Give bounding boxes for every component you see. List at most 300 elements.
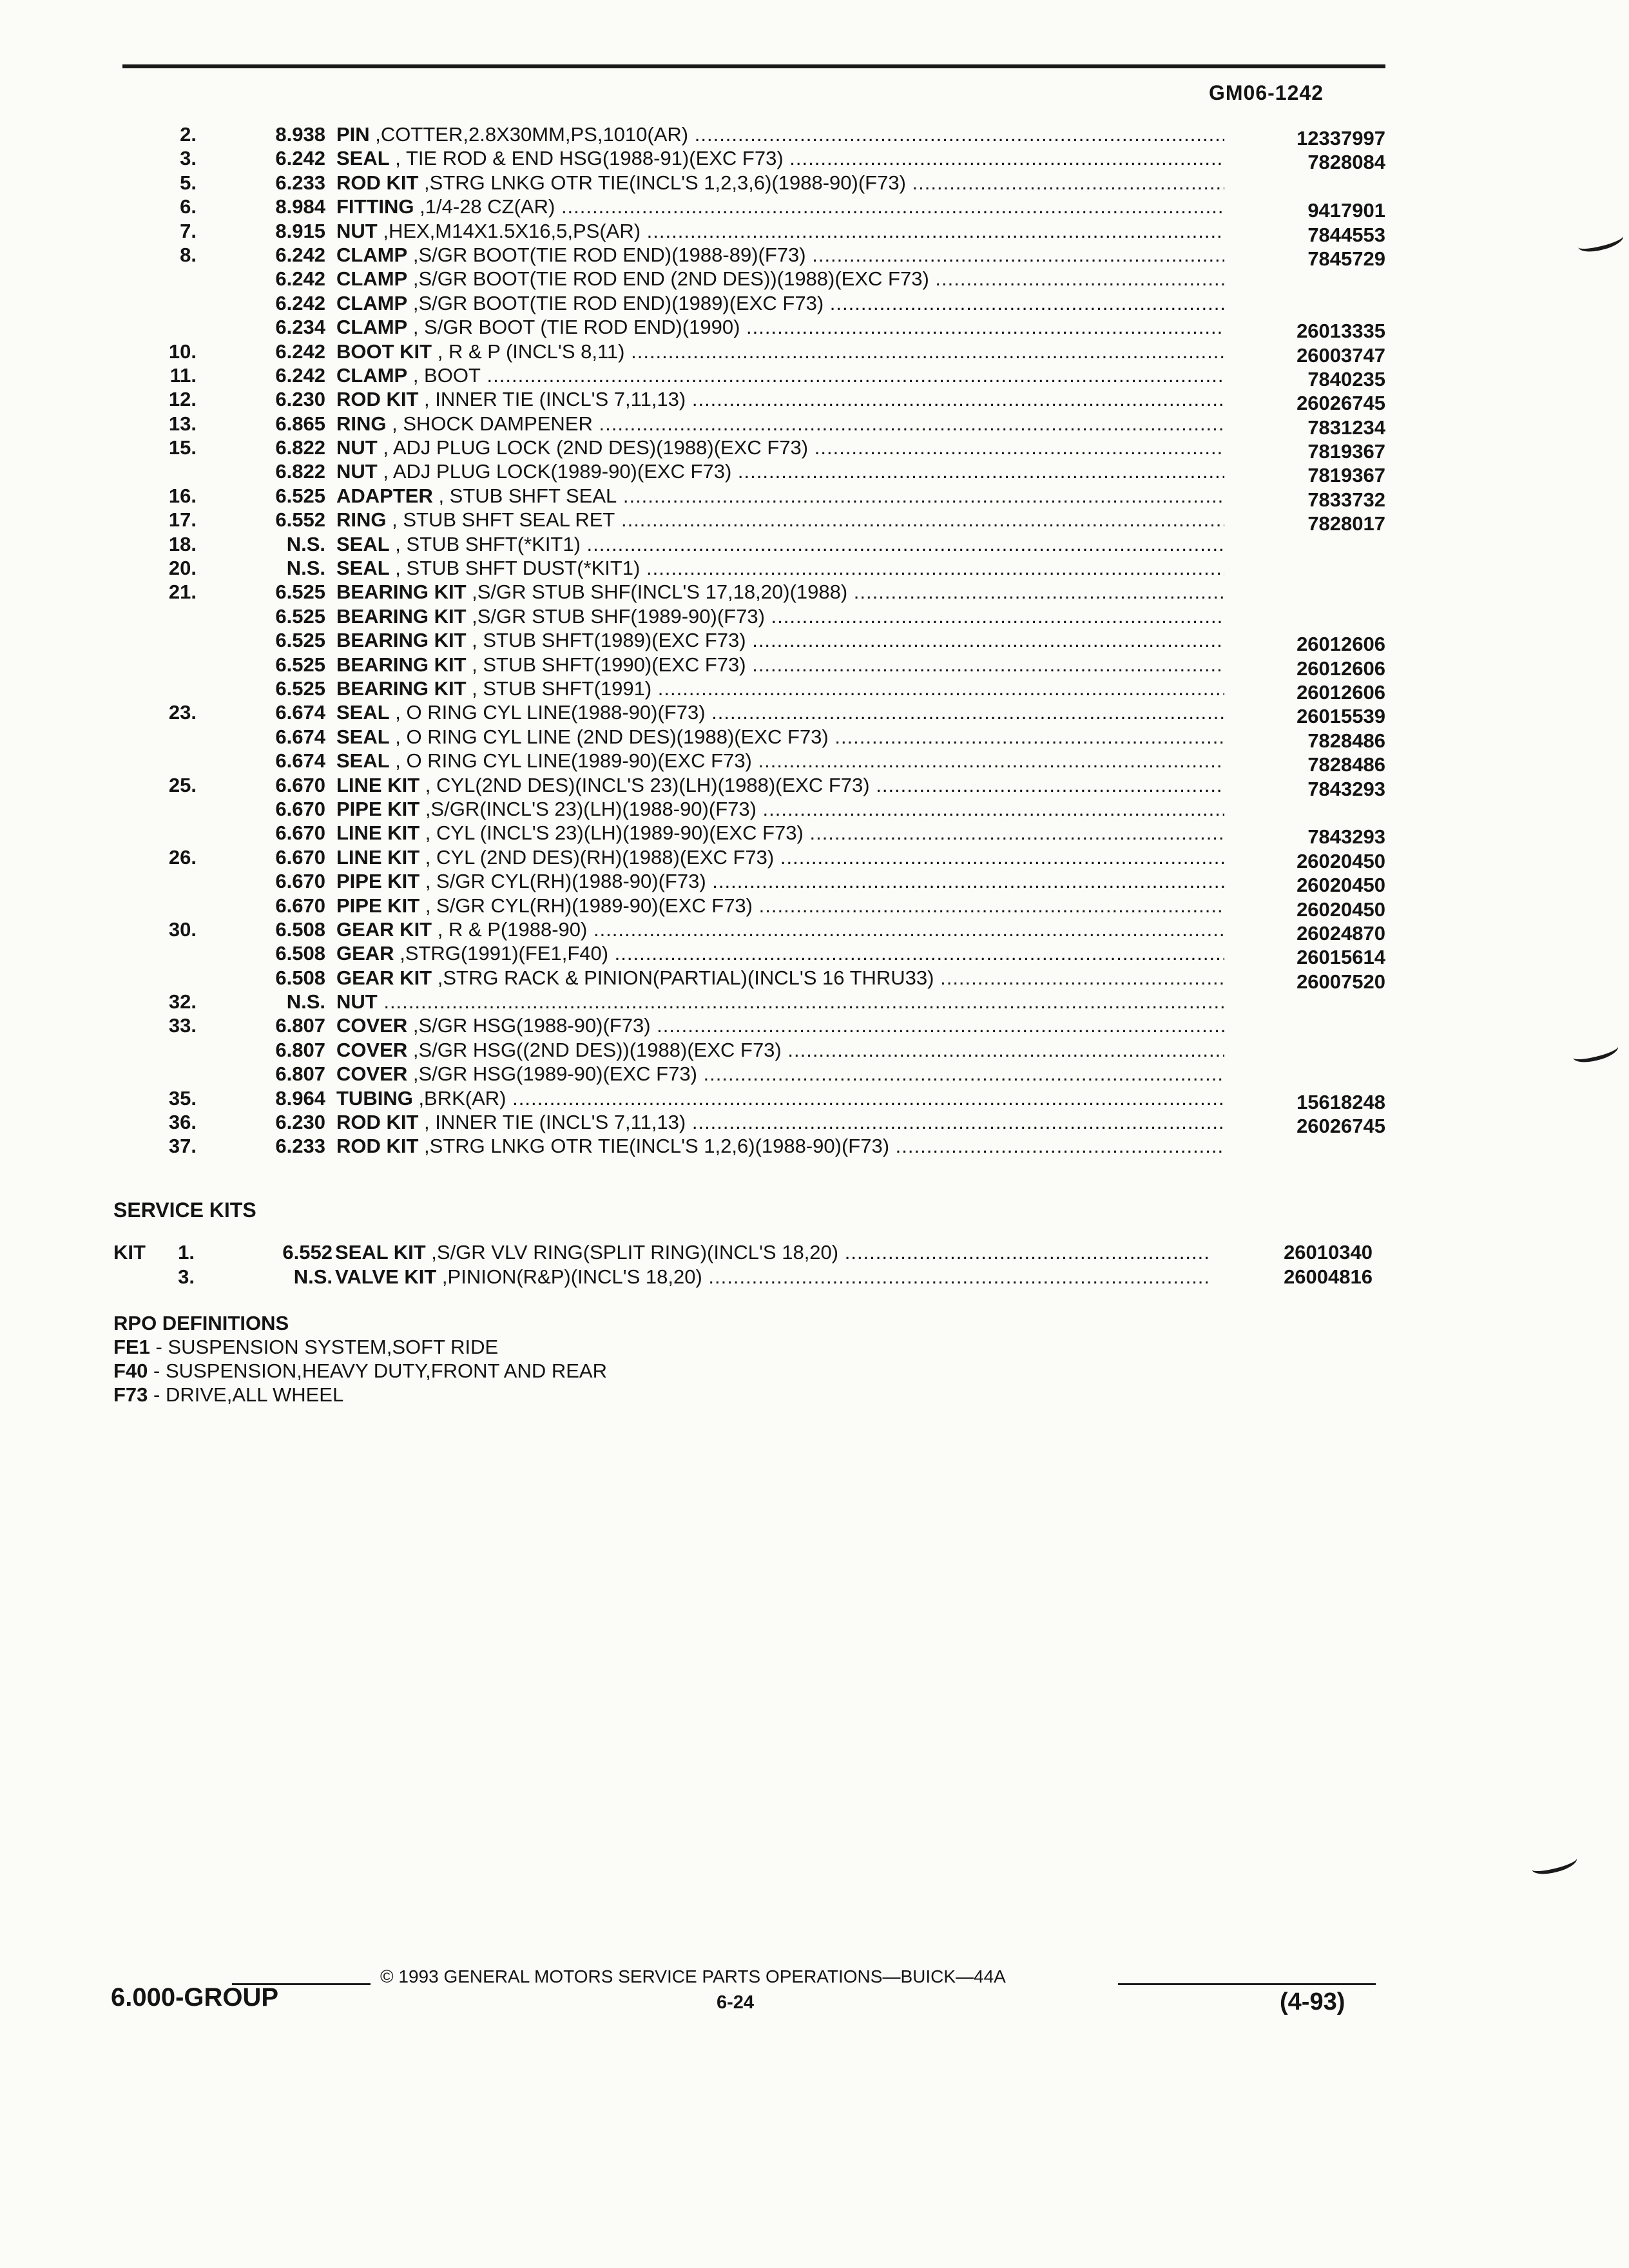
part-row: [90, 532, 1385, 556]
group-number: 6.508: [275, 942, 325, 965]
part-name: NUT: [336, 436, 378, 459]
ref-number: 20.: [168, 557, 197, 580]
group-number: 6.670: [275, 773, 325, 796]
group-number: 6.525: [275, 604, 325, 628]
ref-number: 37.: [168, 1135, 197, 1158]
part-row: [90, 1038, 1385, 1062]
part-detail: ,S/GR BOOT(TIE ROD END)(1988-89)(F73): [407, 243, 806, 266]
group-number: 6.508: [275, 966, 325, 989]
rpo-title: RPO DEFINITIONS: [113, 1312, 289, 1334]
part-number: 7843293: [1307, 777, 1385, 800]
group-number: 6.807: [275, 1038, 325, 1061]
group-number: 6.242: [275, 291, 325, 314]
part-detail: , R & P(1988-90): [432, 918, 588, 941]
part-row: [90, 267, 1385, 291]
ref-number: 21.: [168, 581, 197, 604]
part-name: ROD KIT: [336, 1111, 419, 1134]
kit-description: [335, 1265, 1211, 1289]
part-row: [90, 580, 1385, 604]
part-row: [90, 219, 1385, 246]
part-row: [90, 700, 1385, 728]
group-number: 6.670: [275, 845, 325, 869]
part-name: SEAL: [336, 701, 390, 724]
part-row: [90, 918, 1385, 945]
part-detail: ,S/GR HSG(1988-90)(F73): [407, 1014, 651, 1037]
service-kit-row: [113, 1240, 1373, 1265]
part-description: [336, 918, 1224, 941]
part-detail: , ADJ PLUG LOCK(1989-90)(EXC F73): [377, 460, 732, 483]
part-detail: , S/GR CYL(RH)(1989-90)(EXC F73): [419, 894, 753, 917]
part-number: 7819367: [1307, 440, 1385, 463]
part-detail: , STUB SHFT(*KIT1): [389, 532, 581, 555]
part-description: [336, 146, 1224, 170]
part-row: [90, 484, 1385, 511]
part-number: 26004816: [1284, 1265, 1373, 1288]
part-number: 26015539: [1296, 705, 1385, 728]
edition-date: (4-93): [1280, 1988, 1345, 2015]
part-name: CLAMP: [336, 316, 408, 339]
part-number: 26020450: [1296, 874, 1385, 897]
part-number: 26003747: [1296, 343, 1385, 367]
part-detail: , S/GR BOOT (TIE ROD END)(1990): [407, 316, 740, 339]
group-number: N.S.: [286, 990, 325, 1014]
part-number: 7833732: [1307, 488, 1385, 511]
ref-number: 36.: [168, 1111, 197, 1134]
part-description: [336, 315, 1224, 339]
part-row: [90, 845, 1385, 872]
part-name: SEAL: [336, 532, 390, 555]
group-number: 8.938: [275, 123, 325, 146]
group-number: 8.984: [275, 195, 325, 218]
part-row: [90, 315, 1385, 343]
part-number: 7843293: [1307, 825, 1385, 849]
part-detail: , CYL (2ND DES)(RH)(1988)(EXC F73): [419, 845, 775, 869]
part-name: SEAL: [336, 557, 390, 580]
part-name: CLAMP: [336, 267, 408, 291]
group-number: 6.233: [275, 171, 325, 194]
part-description: [336, 387, 1224, 411]
part-row: [90, 990, 1385, 1014]
part-detail: , R & P (INCL'S 8,11): [432, 340, 625, 363]
part-detail: , TIE ROD & END HSG(1988-91)(EXC F73): [389, 147, 784, 170]
group-number: 6.822: [275, 436, 325, 459]
part-detail: , S/GR CYL(RH)(1988-90)(F73): [419, 870, 706, 893]
part-detail: ,STRG(1991)(FE1,F40): [394, 942, 609, 965]
part-number: 7831234: [1307, 416, 1385, 439]
part-name: SEAL: [336, 725, 390, 748]
part-description: [336, 1038, 1224, 1062]
ref-number: 16.: [168, 484, 197, 507]
group-number: 6.242: [275, 243, 325, 266]
part-description: [336, 219, 1224, 243]
part-detail: ,1/4-28 CZ(AR): [414, 195, 555, 218]
group-number: N.S.: [286, 557, 325, 580]
group-number: N.S.: [286, 532, 325, 555]
ref-number: 18.: [168, 532, 197, 555]
part-name: CLAMP: [336, 243, 408, 266]
part-detail: ,S/GR HSG((2ND DES))(1988)(EXC F73): [407, 1038, 782, 1061]
part-row: [90, 195, 1385, 222]
part-row: [90, 725, 1385, 752]
part-number: 7828486: [1307, 729, 1385, 752]
kit-description: [335, 1240, 1211, 1265]
group-number: 6.807: [275, 1062, 325, 1086]
group-number: 6.674: [275, 749, 325, 773]
kit-name: VALVE KIT: [335, 1265, 437, 1288]
part-row: [90, 941, 1385, 969]
part-name: BEARING KIT: [336, 677, 467, 700]
ref-number: 25.: [168, 773, 197, 796]
service-kits-list: [113, 1240, 1373, 1289]
part-name: COVER: [336, 1014, 408, 1037]
part-description: [336, 1110, 1224, 1134]
part-number: 26015614: [1296, 946, 1385, 969]
part-number: 26026745: [1296, 392, 1385, 415]
part-row: [90, 291, 1385, 315]
part-description: [336, 1014, 1224, 1037]
group-number: 6.234: [275, 316, 325, 339]
part-name: PIPE KIT: [336, 797, 420, 820]
part-row: [90, 1134, 1385, 1158]
part-description: [336, 1134, 1224, 1158]
part-name: COVER: [336, 1038, 408, 1061]
part-number: 7819367: [1307, 464, 1385, 487]
part-detail: ,BRK(AR): [412, 1086, 506, 1110]
part-name: GEAR KIT: [336, 918, 432, 941]
part-name: SEAL: [336, 147, 390, 170]
part-name: SEAL: [336, 749, 390, 773]
part-detail: , CYL (INCL'S 23)(LH)(1989-90)(EXC F73): [419, 822, 804, 845]
part-description: [336, 459, 1224, 483]
part-description: [336, 556, 1224, 580]
part-row: [90, 821, 1385, 849]
group-number: 6.233: [275, 1135, 325, 1158]
part-detail: , O RING CYL LINE (2ND DES)(1988)(EXC F73): [389, 725, 829, 748]
part-description: [336, 773, 1224, 797]
part-detail: , STUB SHFT(1990)(EXC F73): [466, 653, 746, 676]
group-number: 6.552: [282, 1241, 333, 1264]
binder-punch-mark: [1576, 228, 1625, 256]
group-number: 6.242: [275, 267, 325, 291]
part-detail: ,S/GR STUB SHF(INCL'S 17,18,20)(1988): [466, 581, 848, 604]
part-name: ROD KIT: [336, 1135, 419, 1158]
part-row: [90, 146, 1385, 174]
group-number: N.S.: [293, 1265, 333, 1288]
footer-rule-right: [1118, 1983, 1376, 1985]
ref-number: 17.: [168, 508, 197, 532]
part-number: 26012606: [1296, 680, 1385, 704]
part-detail: ,COTTER,2.8X30MM,PS,1010(AR): [369, 123, 689, 146]
part-number: 26026745: [1296, 1115, 1385, 1138]
part-name: BEARING KIT: [336, 581, 467, 604]
part-row: [90, 556, 1385, 580]
part-name: NUT: [336, 990, 378, 1014]
part-row: [90, 628, 1385, 656]
group-number: 6.670: [275, 797, 325, 820]
part-row: [90, 508, 1385, 535]
part-detail: , STUB SHFT DUST(*KIT1): [389, 557, 641, 580]
part-name: FITTING: [336, 195, 414, 218]
part-description: [336, 966, 1224, 990]
part-row: [90, 749, 1385, 776]
part-row: [90, 869, 1385, 897]
part-row: [90, 171, 1385, 195]
part-name: LINE KIT: [336, 822, 420, 845]
part-number: 26020450: [1296, 849, 1385, 872]
part-number: 26024870: [1296, 921, 1385, 945]
binder-punch-mark: [1530, 1850, 1579, 1878]
ref-number: 13.: [168, 412, 197, 435]
part-description: [336, 677, 1224, 700]
part-detail: ,S/GR BOOT(TIE ROD END (2ND DES))(1988)(EXC F73): [407, 267, 929, 291]
part-description: [336, 340, 1224, 363]
part-name: PIN: [336, 123, 370, 146]
group-number: 6.674: [275, 701, 325, 724]
part-detail: , CYL(2ND DES)(INCL'S 23)(LH)(1988)(EXC F73): [419, 773, 870, 796]
group-number: 8.964: [275, 1086, 325, 1110]
part-name: RING: [336, 412, 387, 435]
part-description: [336, 725, 1224, 749]
part-description: [336, 653, 1224, 677]
rpo-item: F40 - SUSPENSION,HEAVY DUTY,FRONT AND REAR: [113, 1360, 607, 1382]
part-description: [336, 580, 1224, 604]
part-description: [336, 821, 1224, 845]
part-number: 26010340: [1284, 1241, 1373, 1264]
part-number: 7828017: [1307, 512, 1385, 535]
part-description: [336, 484, 1224, 508]
rpo-item: FE1 - SUSPENSION SYSTEM,SOFT RIDE: [113, 1336, 499, 1358]
part-name: ADAPTER: [336, 484, 433, 507]
part-description: [336, 941, 1224, 965]
part-name: GEAR: [336, 942, 394, 965]
group-number: 6.230: [275, 1111, 325, 1134]
part-detail: , STUB SHFT(1989)(EXC F73): [466, 629, 746, 652]
part-row: [90, 966, 1385, 993]
part-name: BEARING KIT: [336, 653, 467, 676]
group-number: 6.508: [275, 918, 325, 941]
rpo-definitions: [113, 1311, 607, 1407]
ref-number: 33.: [168, 1014, 197, 1037]
group-number: 6.674: [275, 725, 325, 748]
kit-name: SEAL KIT: [335, 1241, 426, 1264]
group-number: 6.807: [275, 1014, 325, 1037]
part-name: RING: [336, 508, 387, 532]
part-name: BOOT KIT: [336, 340, 432, 363]
part-row: [90, 122, 1385, 149]
part-row: [90, 773, 1385, 800]
part-detail: ,STRG LNKG OTR TIE(INCL'S 1,2,6)(1988-90)(F73): [418, 1135, 890, 1158]
ref-number: 15.: [168, 436, 197, 459]
part-detail: , STUB SHFT SEAL: [432, 484, 617, 507]
part-row: [90, 363, 1385, 390]
part-number: 26007520: [1296, 970, 1385, 993]
part-row: [90, 1110, 1385, 1138]
part-description: [336, 869, 1224, 893]
part-detail: ,S/GR STUB SHF(1989-90)(F73): [466, 604, 765, 628]
part-description: [336, 412, 1224, 436]
top-rule: [122, 64, 1385, 68]
part-description: [336, 436, 1224, 459]
service-kits-title: SERVICE KITS: [113, 1198, 256, 1222]
part-detail: ,STRG RACK & PINION(PARTIAL)(INCL'S 16 THRU33): [432, 966, 934, 989]
part-row: [90, 436, 1385, 463]
part-number: 26012606: [1296, 657, 1385, 680]
part-name: ROD KIT: [336, 388, 419, 411]
part-number: 7828084: [1307, 151, 1385, 174]
ref-number: 35.: [168, 1086, 197, 1110]
part-row: [90, 1086, 1385, 1113]
part-detail: ,STRG LNKG OTR TIE(INCL'S 1,2,3,6)(1988-90)(F73): [418, 171, 906, 194]
group-number: 6.865: [275, 412, 325, 435]
part-description: [336, 894, 1224, 918]
ref-number: 3.: [178, 1265, 195, 1288]
part-description: [336, 1062, 1224, 1086]
ref-number: 32.: [168, 990, 197, 1014]
ref-number: 12.: [168, 388, 197, 411]
part-detail: ,HEX,M14X1.5X16,5,PS(AR): [377, 219, 641, 242]
part-number: 26020450: [1296, 898, 1385, 921]
part-name: CLAMP: [336, 363, 408, 387]
part-row: [90, 1014, 1385, 1037]
part-detail: ,S/GR(INCL'S 23)(LH)(1988-90)(F73): [419, 797, 757, 820]
part-description: [336, 532, 1224, 556]
service-kit-row: [113, 1265, 1373, 1289]
group-number: 6.822: [275, 460, 325, 483]
group-number: 6.242: [275, 363, 325, 387]
part-name: BEARING KIT: [336, 629, 467, 652]
kit-label: KIT: [113, 1241, 146, 1264]
group-number: 6.670: [275, 870, 325, 893]
group-number: 6.552: [275, 508, 325, 532]
kit-detail: ,S/GR VLV RING(SPLIT RING)(INCL'S 18,20): [425, 1241, 839, 1264]
group-number: 6.525: [275, 484, 325, 507]
part-number: 7844553: [1307, 223, 1385, 246]
part-description: [336, 700, 1224, 724]
ref-number: 23.: [168, 701, 197, 724]
group-number: 6.525: [275, 629, 325, 652]
ref-number: 26.: [168, 845, 197, 869]
part-name: BEARING KIT: [336, 604, 467, 628]
ref-number: 1.: [178, 1241, 195, 1264]
part-row: [90, 243, 1385, 270]
part-name: LINE KIT: [336, 845, 420, 869]
part-description: [336, 267, 1224, 291]
part-name: NUT: [336, 219, 378, 242]
part-description: [336, 122, 1224, 146]
part-number: 15618248: [1296, 1090, 1385, 1113]
part-description: [336, 749, 1224, 773]
ref-number: 10.: [168, 340, 197, 363]
part-detail: , ADJ PLUG LOCK (2ND DES)(1988)(EXC F73): [377, 436, 809, 459]
part-name: CLAMP: [336, 291, 408, 314]
group-number: 6.525: [275, 653, 325, 676]
part-detail: , BOOT: [407, 363, 481, 387]
part-row: [90, 387, 1385, 415]
part-description: [336, 195, 1224, 218]
part-row: [90, 1062, 1385, 1086]
group-number: 8.915: [275, 219, 325, 242]
group-number: 6.670: [275, 822, 325, 845]
group-number: 6.242: [275, 147, 325, 170]
part-row: [90, 797, 1385, 821]
part-description: [336, 291, 1224, 315]
part-row: [90, 677, 1385, 704]
part-number: 12337997: [1296, 127, 1385, 149]
group-number: 6.670: [275, 894, 325, 917]
part-number: 7828486: [1307, 753, 1385, 776]
rpo-item: F73 - DRIVE,ALL WHEEL: [113, 1383, 344, 1406]
part-name: GEAR KIT: [336, 966, 432, 989]
part-description: [336, 243, 1224, 267]
part-name: PIPE KIT: [336, 870, 420, 893]
ref-number: 2.: [180, 123, 197, 146]
part-number: 7840235: [1307, 367, 1385, 390]
part-description: [336, 845, 1224, 869]
ref-number: 30.: [168, 918, 197, 941]
ref-number: 11.: [169, 363, 197, 387]
part-detail: , INNER TIE (INCL'S 7,11,13): [418, 1111, 686, 1134]
part-description: [336, 628, 1224, 652]
part-description: [336, 508, 1224, 532]
part-description: [336, 1086, 1224, 1110]
part-name: ROD KIT: [336, 171, 419, 194]
part-name: COVER: [336, 1062, 408, 1086]
part-name: PIPE KIT: [336, 894, 420, 917]
part-detail: , STUB SHFT(1991): [466, 677, 652, 700]
part-detail: , O RING CYL LINE(1988-90)(F73): [389, 701, 706, 724]
part-row: [90, 412, 1385, 439]
part-number: 9417901: [1307, 199, 1385, 222]
ref-number: 8.: [180, 243, 197, 266]
page-number: 6-24: [717, 1992, 755, 2013]
part-number: 26012606: [1296, 633, 1385, 656]
part-detail: , O RING CYL LINE(1989-90)(EXC F73): [389, 749, 752, 773]
group-number: 6.242: [275, 340, 325, 363]
part-row: [90, 340, 1385, 367]
parts-list: [90, 122, 1385, 1158]
part-detail: , STUB SHFT SEAL RET: [386, 508, 615, 532]
part-row: [90, 894, 1385, 921]
part-description: [336, 990, 1224, 1014]
part-description: [336, 797, 1224, 821]
part-name: NUT: [336, 460, 378, 483]
part-row: [90, 653, 1385, 680]
part-name: TUBING: [336, 1086, 413, 1110]
ref-number: 7.: [180, 219, 197, 242]
binder-punch-mark: [1571, 1039, 1620, 1066]
copyright: © 1993 GENERAL MOTORS SERVICE PARTS OPERATIONS—BUICK—44A: [380, 1966, 1006, 1986]
part-description: [336, 604, 1224, 628]
ref-number: 3.: [180, 147, 197, 170]
part-row: [90, 604, 1385, 628]
part-description: [336, 171, 1224, 195]
part-name: LINE KIT: [336, 773, 420, 796]
part-detail: , INNER TIE (INCL'S 7,11,13): [418, 388, 686, 411]
part-number: 26013335: [1296, 320, 1385, 343]
page-code: GM06-1242: [1209, 81, 1324, 104]
group-label: 6.000-GROUP: [111, 1983, 279, 2012]
part-row: [90, 459, 1385, 487]
group-number: 6.230: [275, 388, 325, 411]
group-number: 6.525: [275, 581, 325, 604]
part-detail: , SHOCK DAMPENER: [386, 412, 593, 435]
group-number: 6.525: [275, 677, 325, 700]
ref-number: 5.: [180, 171, 197, 194]
part-description: [336, 363, 1224, 387]
kit-detail: ,PINION(R&P)(INCL'S 18,20): [436, 1265, 702, 1288]
part-detail: ,S/GR HSG(1989-90)(EXC F73): [407, 1062, 697, 1086]
part-detail: ,S/GR BOOT(TIE ROD END)(1989)(EXC F73): [407, 291, 824, 314]
